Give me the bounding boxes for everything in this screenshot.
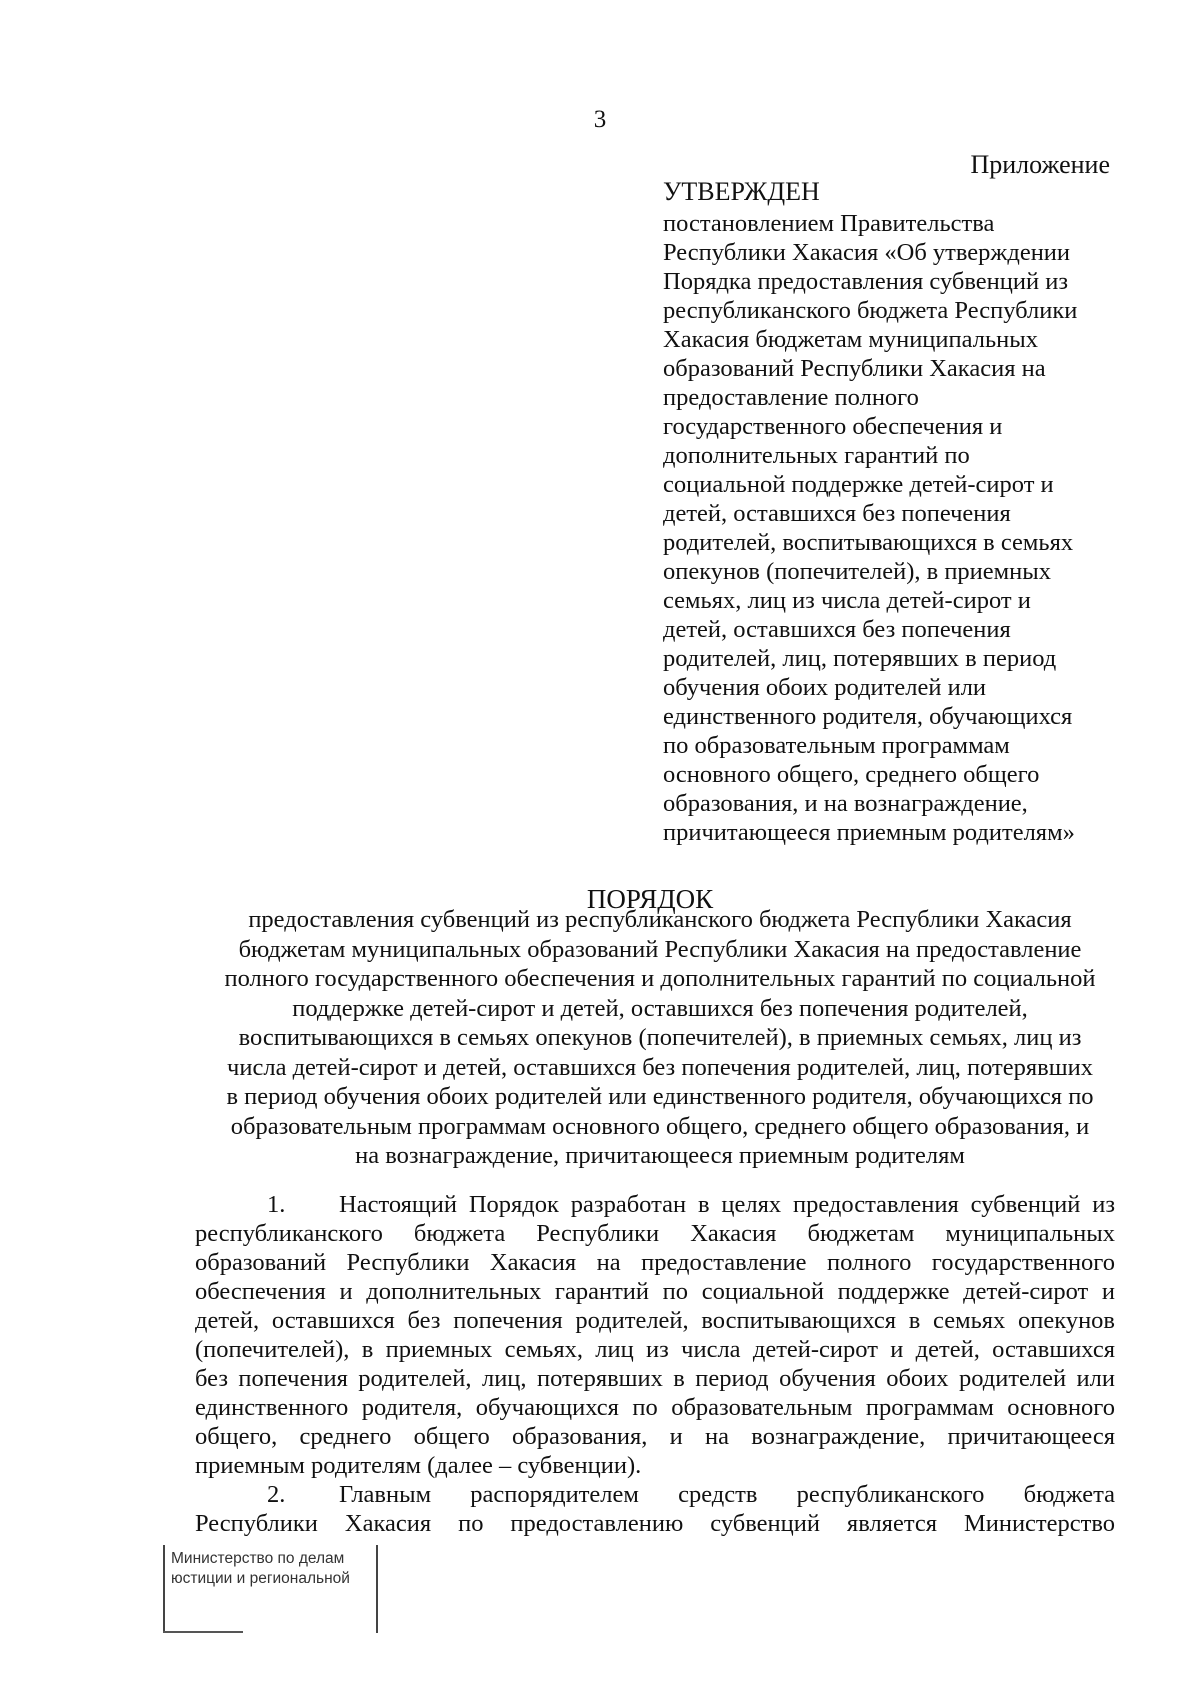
- stamp-line: юстиции и региональной: [171, 1570, 350, 1587]
- paragraph-line: общего, среднего общего образования, и на вознаграждение, причитающееся: [195, 1423, 1115, 1450]
- paragraph-line: республиканского бюджета Республики Хакасия бюджетам муниципальных: [195, 1220, 1115, 1247]
- approval-line: по образовательным программам: [663, 732, 1010, 759]
- approval-line: обучения обоих родителей или: [663, 674, 987, 701]
- approval-line: основного общего, среднего общего: [663, 761, 1040, 788]
- paragraph-1: [195, 1190, 1115, 1480]
- paragraph-number: 1.: [267, 1191, 286, 1218]
- approval-line: родителей, воспитывающихся в семьях: [663, 529, 1074, 556]
- paragraph-line: [195, 1480, 1115, 1509]
- order-subtitle-line: полного государственного обеспечения и дополнительных гарантий по социальной: [224, 965, 1096, 992]
- registration-stamp: [163, 1545, 378, 1633]
- order-subtitle-line: бюджетам муниципальных образований Республики Хакасия на предоставление: [238, 935, 1082, 963]
- approval-line: опекунов (попечителей), в приемных: [663, 558, 1051, 585]
- paragraph-line: детей, оставшихся без попечения родителей, воспитывающихся в семьях опекунов: [195, 1307, 1115, 1334]
- approval-line: республиканского бюджета Республики: [663, 297, 1078, 324]
- order-subtitle-line: воспитывающихся в семьях опекунов (попечителей), в приемных семьях, лиц из: [238, 1024, 1082, 1051]
- order-subtitle: [180, 905, 1140, 1171]
- approval-line: Хакасия бюджетам муниципальных: [663, 326, 1038, 353]
- approval-line: Порядка предоставления субвенций из: [663, 268, 1069, 295]
- paragraph-line: единственного родителя, обучающихся по образовательным программам основного: [195, 1394, 1115, 1421]
- paragraph-2: [195, 1480, 1115, 1538]
- approval-line: семьях, лиц из числа детей-сирот и: [663, 587, 1031, 614]
- paragraph-text: Главным распорядителем средств республиканского бюджета: [339, 1481, 1115, 1508]
- order-subtitle-line: на вознаграждение, причитающееся приемным родителям: [355, 1142, 965, 1169]
- order-title: ПОРЯДОК: [586, 884, 714, 914]
- paragraph-line: (попечителей), в приемных семьях, лиц из числа детей-сирот и детей, оставшихся: [195, 1336, 1115, 1363]
- page-number: 3: [593, 106, 607, 133]
- approval-line: образования, и на вознаграждение,: [663, 790, 1028, 817]
- stamp-border: [163, 1631, 243, 1633]
- approval-line: детей, оставшихся без попечения: [663, 500, 1011, 527]
- approval-line: единственного родителя, обучающихся: [663, 703, 1073, 730]
- paragraph-line: [195, 1190, 1115, 1219]
- stamp-line: Министерство по делам: [171, 1550, 345, 1567]
- order-subtitle-line: числа детей-сирот и детей, оставшихся без попечения родителей, лиц, потерявших: [227, 1053, 1093, 1081]
- approval-title: УТВЕРЖДЕН: [663, 177, 820, 206]
- approval-line: государственного обеспечения и: [663, 413, 1003, 440]
- paragraph-text: Настоящий Порядок разработан в целях предоставления субвенций из: [339, 1191, 1115, 1218]
- approval-line: Республики Хакасия «Об утверждении: [663, 239, 1071, 266]
- approval-line: постановлением Правительства: [663, 210, 995, 237]
- order-subtitle-line: предоставления субвенций из республиканского бюджета Республики Хакасия: [248, 906, 1072, 933]
- approval-line: причитающееся приемным родителям»: [663, 819, 1075, 846]
- approval-line: дополнительных гарантий по: [663, 442, 970, 469]
- approval-block: [663, 176, 1123, 847]
- approval-line: социальной поддержке детей-сирот и: [663, 471, 1054, 498]
- body-text: [195, 1190, 1115, 1538]
- paragraph-number: 2.: [267, 1481, 286, 1508]
- appendix-label: Приложение: [970, 150, 1110, 179]
- order-subtitle-line: в период обучения обоих родителей или единственного родителя, обучающихся по: [226, 1083, 1094, 1110]
- paragraph-line: приемным родителям (далее – субвенции).: [195, 1452, 642, 1479]
- approval-line: предоставление полного: [663, 384, 919, 411]
- paragraph-line: без попечения родителей, лиц, потерявших в период обучения обоих родителей или: [195, 1365, 1115, 1392]
- paragraph-line: образований Республики Хакасия на предоставление полного государственного: [195, 1249, 1115, 1276]
- paragraph-line: обеспечения и дополнительных гарантий по социальной поддержке детей-сирот и: [195, 1278, 1115, 1305]
- paragraph-line: Республики Хакасия по предоставлению субвенций является Министерство: [195, 1510, 1115, 1537]
- approval-line: образований Республики Хакасия на: [663, 355, 1046, 382]
- order-subtitle-line: образовательным программам основного общего, среднего общего образования, и: [230, 1112, 1090, 1140]
- order-subtitle-line: поддержке детей-сирот и детей, оставшихся без попечения родителей,: [292, 994, 1028, 1022]
- approval-line: детей, оставшихся без попечения: [663, 616, 1011, 643]
- approval-line: родителей, лиц, потерявших в период: [663, 645, 1057, 672]
